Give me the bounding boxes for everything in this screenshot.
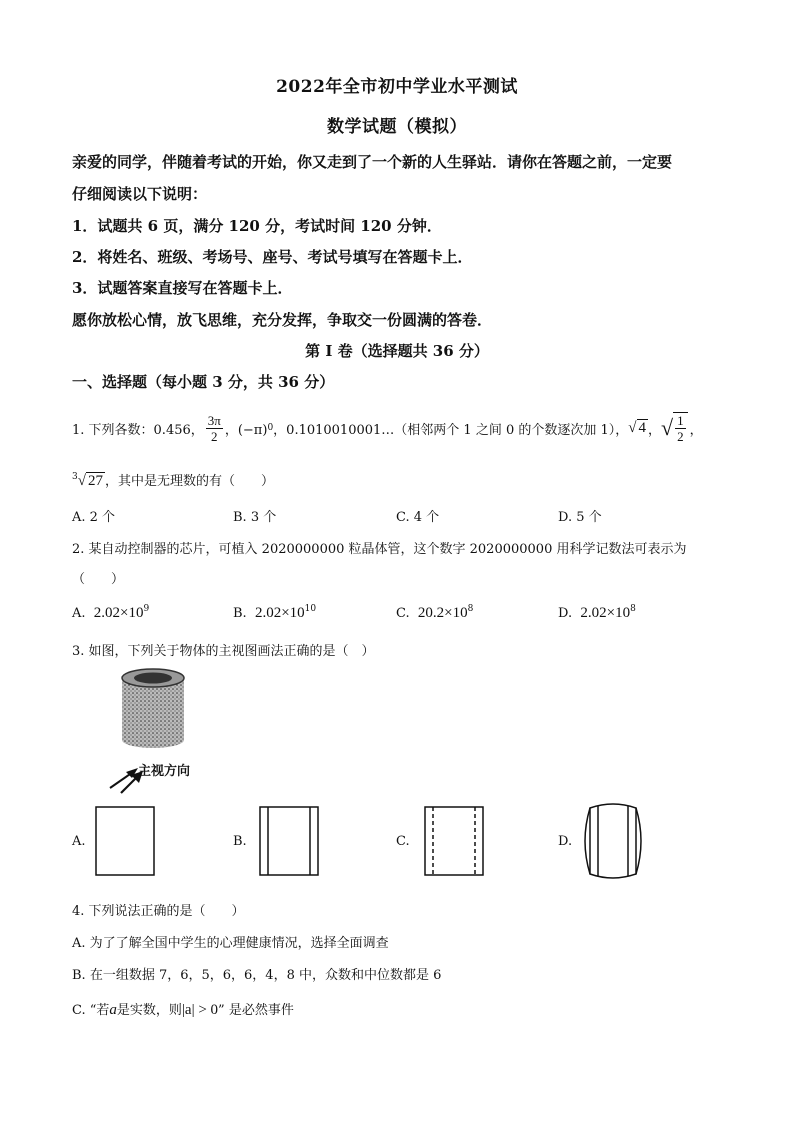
q1-frac-den: 2 [211,428,218,444]
q1-lead: 1. 下列各数：0.456， [72,422,204,438]
question-2-line-1: 2. 某自动控制器的芯片，可植入 2020000000 粒晶体管，这个数字 2020000000 用科学记数法可表示为 [72,542,687,557]
question-4-line-1: 4. 下列说法正确的是（ ） [72,904,245,919]
part-heading: 一、选择题（每小题 3 分，共 36 分） [72,373,335,391]
q3-option-b-label: B. [233,834,247,849]
q2-b-base: 2.02×10 [254,605,305,621]
q1-half-num: 1 [677,413,684,428]
rule-2: 2．将姓名、班级、考场号、座号、考试号填写在答题卡上． [72,248,473,266]
q2-a-exp: 9 [143,604,150,614]
q3-option-d-label: D. [558,834,573,849]
q2-b-exp: 10 [304,604,317,614]
q2-c-exp: 8 [467,604,474,614]
q2-d-exp: 8 [630,604,636,614]
q1-cbrt-index: 3 [72,472,78,482]
question-1-line-1 [72,412,703,444]
question-3-line-1: 3. 如图，下列关于物体的主视图画法正确的是（ ） [72,644,375,659]
wish-line: 愿你放松心情，放飞思维，充分发挥，争取交一份圆满的答卷． [72,311,493,329]
q1-option-b: B. 3 个 [233,510,277,525]
rule-3: 3．试题答案直接写在答题卡上． [72,279,293,297]
q1-seq: ，0.1010010001…（相邻两个 1 之间 0 的个数逐次加 1）， [273,422,629,438]
q1-comma-2: ， [689,422,703,438]
q1-neg-pi: ，(−π) [224,422,268,438]
question-2-line-2: （ ） [72,572,125,587]
exam-title: 2022年全市初中学业水平测试 [276,77,518,97]
q1-sqrt-half-radical: √ [661,415,674,440]
q2-option-c: C. $20.2\times 10^8$ [396,604,474,621]
q3-option-a-label: A. [72,834,86,849]
question-1-line-2: $^3$√ 27 ，其中是无理数的有（ ） [72,472,274,489]
q1-option-a: A. 2 个 [72,510,116,525]
q4-c-expr: |a| > 0 [181,1002,219,1018]
q1-sqrt4: √ 4 [628,420,646,436]
q1-frac-num: 3π [207,412,221,428]
q1-fraction-3pi-over-2 [206,413,223,444]
q3-option-c-drawing [424,806,484,876]
q3-option-c-label: C. [396,834,410,849]
q4-c-var: a [109,1002,117,1018]
q3-option-a-drawing [95,806,155,876]
q4-c-post: ” 是必然事件 [218,1003,294,1018]
volume-heading: 第 I 卷（选择题共 36 分） [305,342,489,360]
q4-option-b: B. 在一组数据 7，6，5，6，6，4，8 中，众数和中位数都是 6 [72,968,442,983]
q2-option-d: D. $2.02\times 10^8$ [558,604,636,621]
exam-subtitle: 数学试题（模拟） [327,117,467,137]
intro-line-1: 亲爱的同学，伴随着考试的开始，你又走到了一个新的人生驿站．请你在答题之前，一定要 [72,153,673,171]
q4-c-mid: 是实数，则 [116,1003,182,1018]
q1-option-d: D. 5 个 [558,510,602,525]
intro-line-2: 仔细阅读以下说明： [72,185,208,203]
q3-option-b-drawing [259,806,319,876]
q2-option-a: A. $2.02\times 10^9$ [72,604,150,621]
rule-1: 1．试题共 6 页，满分 120 分，考试时间 120 分钟． [72,217,442,235]
cylinder-hole [134,673,172,684]
q4-c-pre: C. “若 [72,1003,110,1018]
view-direction-label: 主视方向 [138,764,191,779]
q2-c-base: 20.2×10 [417,605,468,621]
q1-zero-exp: 0 [267,423,274,433]
q1-sqrt-half [673,412,688,444]
q2-d-base: 2.02×10 [580,605,631,621]
q2-option-b: B. $2.02\times 10^{10}$ [233,604,317,621]
q1-option-c: C. 4 个 [396,510,440,525]
q2-a-base: 2.02×10 [93,605,144,621]
cylinder-bottom [122,732,184,748]
q1-half-den: 2 [677,429,684,444]
q4-option-a: A. 为了了解全国中学生的心理健康情况，选择全面调查 [72,936,389,951]
q4-option-c [72,999,294,1019]
q3-option-d-drawing [578,802,648,880]
q1-question-tail: ，其中是无理数的有（ ） [104,474,274,489]
q1-comma-1: ， [648,422,662,438]
q1-cbrt-arg: 27 [87,473,103,489]
q1-sqrt4-arg: 4 [638,420,646,436]
